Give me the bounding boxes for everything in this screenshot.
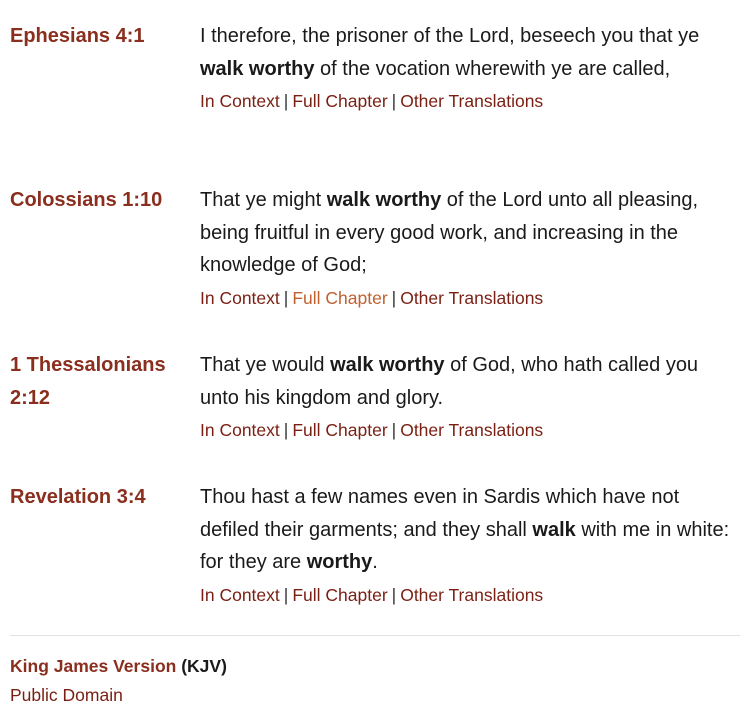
verse-text-part: of the Lord unto all pleasing, being fruitful in every good work, and increasing in the knowledge of God; <box>200 189 699 276</box>
verse-text-part: with me in white: for they are <box>200 518 730 573</box>
verse-text-part: . <box>372 551 378 573</box>
link-separator: | <box>391 287 397 308</box>
full-chapter-link[interactable]: Full Chapter <box>292 584 388 605</box>
verse-highlight: worthy <box>306 551 373 573</box>
verse-text-part: Thou hast a few names even in Sardis which have not defiled their garments; and they shall <box>200 486 680 541</box>
verse-text-part: That ye would <box>200 354 331 376</box>
verse-reference[interactable]: 1 Thessalonians 2:12 <box>10 354 166 409</box>
in-context-link[interactable]: In Context <box>200 584 280 605</box>
link-separator: | <box>391 420 397 440</box>
verse-text-part: of the vocation wherewith ye are called, <box>314 57 671 80</box>
verse-body <box>200 349 730 446</box>
version-line <box>10 651 735 681</box>
verse-text-part: I therefore, the prisoner of the Lord, beseech you that ye <box>200 25 700 47</box>
other-translations-link[interactable]: Other Translations <box>400 287 544 308</box>
verse-links <box>200 282 730 314</box>
verse-text-part: That ye might <box>200 189 327 211</box>
verse-text <box>200 184 730 282</box>
verse-entry-revelation-3-4 <box>10 481 735 621</box>
verse-entry-ephesians-4-1 <box>10 20 735 160</box>
verse-text <box>200 20 730 85</box>
link-separator: | <box>283 584 289 605</box>
verse-links <box>200 85 730 117</box>
verse-text-part: of God, who hath called you unto his kingdom and glory. <box>200 354 699 409</box>
license-link[interactable]: Public Domain <box>10 685 123 705</box>
other-translations-link[interactable]: Other Translations <box>400 420 544 440</box>
verse-highlight: walk worthy <box>200 57 315 80</box>
verse-body <box>200 20 730 117</box>
other-translations-link[interactable]: Other Translations <box>400 91 544 111</box>
in-context-link[interactable]: In Context <box>200 420 280 440</box>
link-separator: | <box>391 584 397 605</box>
link-separator: | <box>283 420 289 440</box>
verse-reference[interactable]: Revelation 3:4 <box>10 486 146 508</box>
verse-text <box>200 349 730 414</box>
verse-highlight: walk worthy <box>326 189 442 211</box>
footer-divider <box>10 635 740 636</box>
link-separator: | <box>391 91 397 111</box>
verse-highlight: walk <box>532 518 576 541</box>
verse-entry-1-thessalonians-2-12 <box>10 349 735 459</box>
other-translations-link[interactable]: Other Translations <box>400 584 544 605</box>
verse-body <box>200 481 730 611</box>
in-context-link[interactable]: In Context <box>200 91 280 111</box>
full-chapter-link[interactable]: Full Chapter <box>292 420 388 440</box>
full-chapter-link[interactable]: Full Chapter <box>292 287 388 308</box>
verse-entry-colossians-1-10 <box>10 184 735 324</box>
verse-body <box>200 184 730 314</box>
verse-links <box>200 579 730 611</box>
translation-footer <box>10 651 735 709</box>
version-name-link[interactable]: King James Version <box>10 656 177 676</box>
version-abbreviation: (KJV) <box>181 656 227 676</box>
full-chapter-link[interactable]: Full Chapter <box>292 91 388 111</box>
verse-text <box>200 481 730 579</box>
link-separator: | <box>283 91 289 111</box>
verse-reference[interactable]: Colossians 1:10 <box>10 189 163 211</box>
verse-reference[interactable]: Ephesians 4:1 <box>10 25 145 47</box>
verse-links <box>200 414 730 446</box>
verse-highlight: walk worthy <box>330 354 445 376</box>
in-context-link[interactable]: In Context <box>200 287 280 308</box>
link-separator: | <box>283 287 289 308</box>
